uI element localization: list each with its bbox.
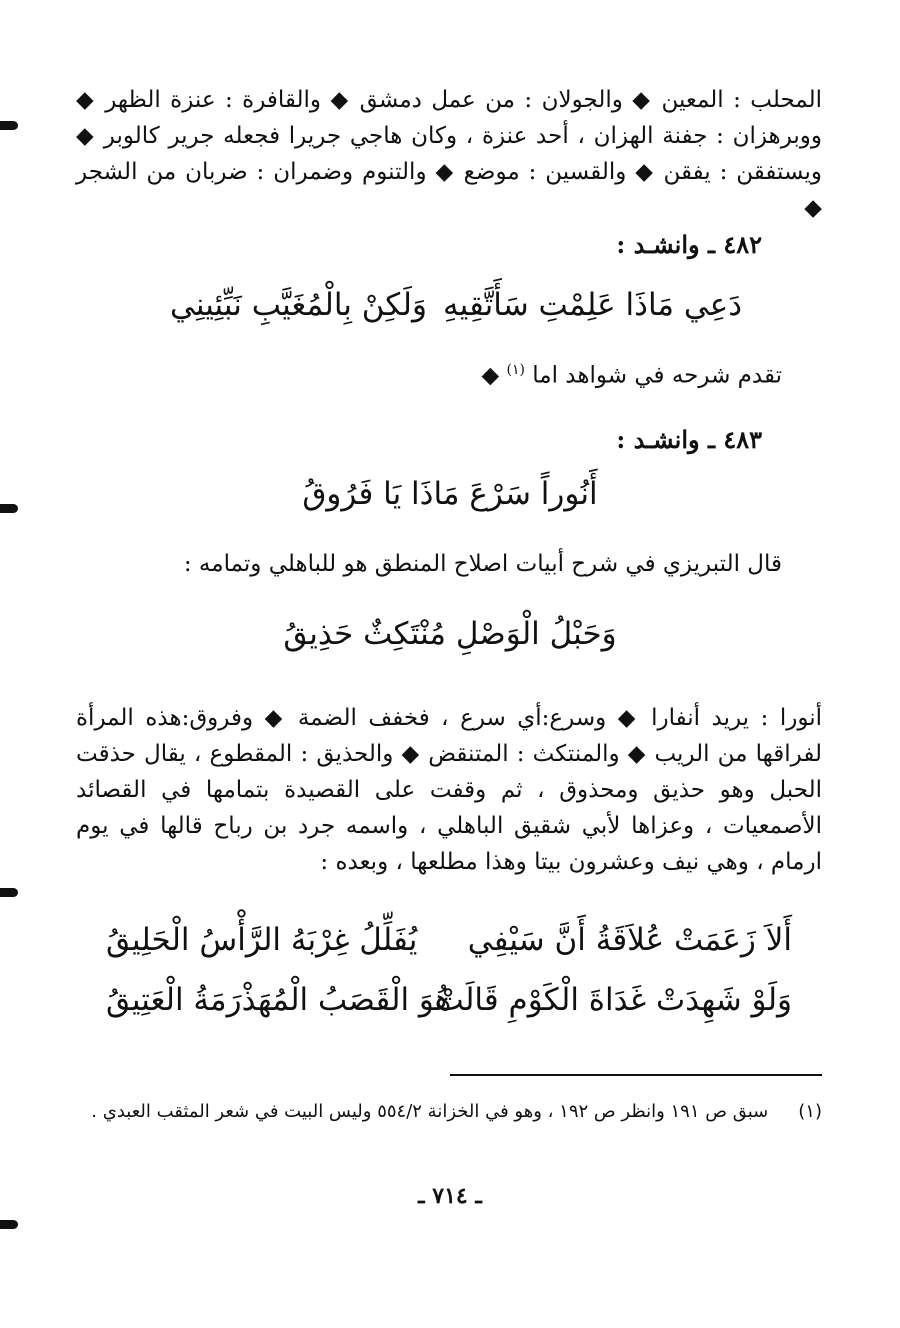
- page-number: ـ ٧١٤ ـ: [418, 1183, 482, 1209]
- verse-482-first-hemistich: دَعِي مَاذَا عَلِمْتِ سَأَتَّقِيهِ: [443, 287, 742, 323]
- final-verse-1-first-hemistich: أَلاَ زَعَمَتْ عُلاَقَةُ أَنَّ سَيْفِي: [467, 922, 792, 958]
- heading-482: ٤٨٢ ـ وانشـد :: [616, 230, 762, 259]
- footnote: [76, 1100, 822, 1124]
- verse-482-second-hemistich: وَلَكِنْ بِالْمُغَيَّبِ نَبِّئِينِي: [170, 287, 427, 323]
- scan-edge-mark: [0, 888, 18, 897]
- footnote-number: (١): [798, 1101, 822, 1122]
- tabrizi-note: قال التبريزي في شرح أبيات اصلاح المنطق هو للباهلي وتمامه :: [183, 551, 782, 577]
- final-verse-2-second-hemistich: هُوَ الْقَصَبُ الْمُهَذْرَمَةُ الْعَتِيقُ: [106, 982, 452, 1018]
- footnote-text: سبق ص ١٩١ وانظر ص ١٩٢ ، وهو في الخزانة ٥٥٤/٢ وليس البيت في شعر المثقب العبدي .: [91, 1101, 769, 1122]
- intro-paragraph: المحلب : المعين ◆ والجولان : من عمل دمشق ◆ والقافرة : عنزة الظهر ◆ ووبرهزان : جفنة الهزان ، أحد عنزة ، وكان هاجي جريرا فجعله جرير كالوبر ◆ ويستفقن : يفقن ◆ والقسين : موضع ◆ والتنوم وضمران : ضربان من الشجر ◆: [76, 87, 822, 221]
- scan-edge-mark: [0, 121, 18, 130]
- footnote-reference[interactable]: (١): [506, 362, 525, 378]
- note-482: [481, 362, 782, 389]
- commentary-paragraph: أنورا : يريد أنفارا ◆ وسرع:أي سرع ، فخفف الضمة ◆ وفروق:هذه المرأة لفراقها من الريب ◆ والمنتكث : المتنقض ◆ والحذيق : المقطوع ، يقال حذقت الحبل وهو حذيق ومحذوق ، ثم وقفت على القصيدة بتمامها في القصائد الأصمعيات ، وعزاها لأبي شقيق الباهلي ، واسمه جرد بن رباح قالها في يوم ارمام ، وهي نيف وعشرون بيتا وهذا مطلعها ، وبعده :: [76, 705, 822, 875]
- note-482-text: تقدم شرحه في شواهد اما: [532, 362, 782, 389]
- final-verse-1-second-hemistich: يُفَلِّلُ غِرْبَهُ الرَّأْسُ الْحَلِيقُ: [106, 922, 418, 958]
- heading-483: ٤٨٣ ـ وانشـد :: [616, 425, 762, 454]
- scan-edge-mark: [0, 1220, 18, 1229]
- verse-483-completion: وَحَبْلُ الْوَصْلِ مُنْتَكِثٌ حَذِيقُ: [283, 616, 617, 652]
- footnote-divider: [450, 1074, 822, 1076]
- final-verse-2-first-hemistich: وَلَوْ شَهِدَتْ غَدَاةَ الْكَوْمِ قَالَتْ: [434, 982, 792, 1018]
- verse-483: أَنُوراً سَرْعَ مَاذَا يَا فَرُوقُ: [302, 476, 598, 512]
- note-482-end: ◆: [481, 362, 507, 389]
